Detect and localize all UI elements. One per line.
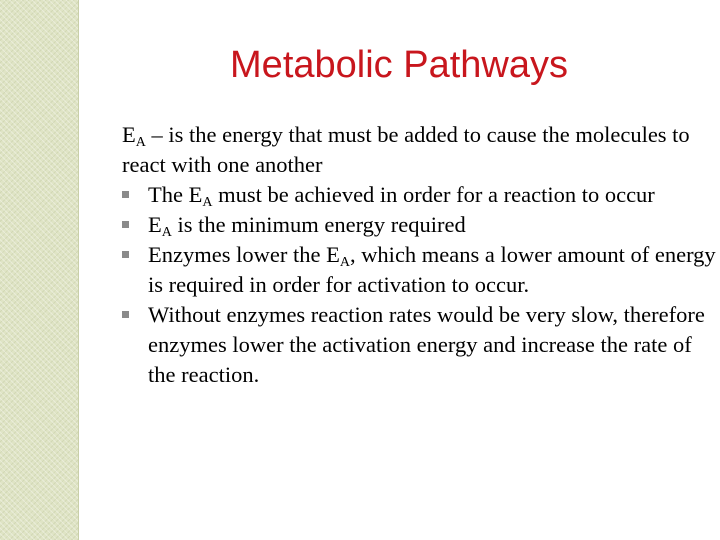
list-item <box>122 240 717 300</box>
bullet-subscript: A <box>202 195 213 210</box>
slide-title: Metabolic Pathways <box>230 44 568 86</box>
slide-body <box>122 120 717 390</box>
ea-subscript: A <box>135 135 146 150</box>
bullet-text-before: The E <box>148 182 203 207</box>
ea-symbol: E <box>122 122 136 147</box>
square-bullet-icon <box>122 311 129 318</box>
bullet-subscript: A <box>161 225 172 240</box>
square-bullet-icon <box>122 191 129 198</box>
bullet-text-after: must be achieved in order for a reaction to occur <box>212 182 655 207</box>
square-bullet-icon <box>122 221 129 228</box>
bullet-text-after: , which means a lower amount of energy is required in order for activation to occur. <box>148 242 716 297</box>
list-item <box>122 300 717 390</box>
bullet-list <box>122 180 717 390</box>
bullet-text-before: Without enzymes reaction rates would be very slow, therefore enzymes lower the activation energy and increase the rate of the reaction. <box>148 302 705 387</box>
bullet-text-before: E <box>148 212 162 237</box>
bullet-text-before: Enzymes lower the E <box>148 242 340 267</box>
list-item <box>122 180 717 210</box>
list-item <box>122 210 717 240</box>
bullet-text-after: is the minimum energy required <box>171 212 466 237</box>
intro-text: – is the energy that must be added to cause the molecules to react with one another <box>122 122 690 177</box>
bullet-subscript: A <box>339 255 350 270</box>
decorative-side-strip <box>0 0 79 540</box>
intro-paragraph <box>122 120 717 180</box>
square-bullet-icon <box>122 251 129 258</box>
